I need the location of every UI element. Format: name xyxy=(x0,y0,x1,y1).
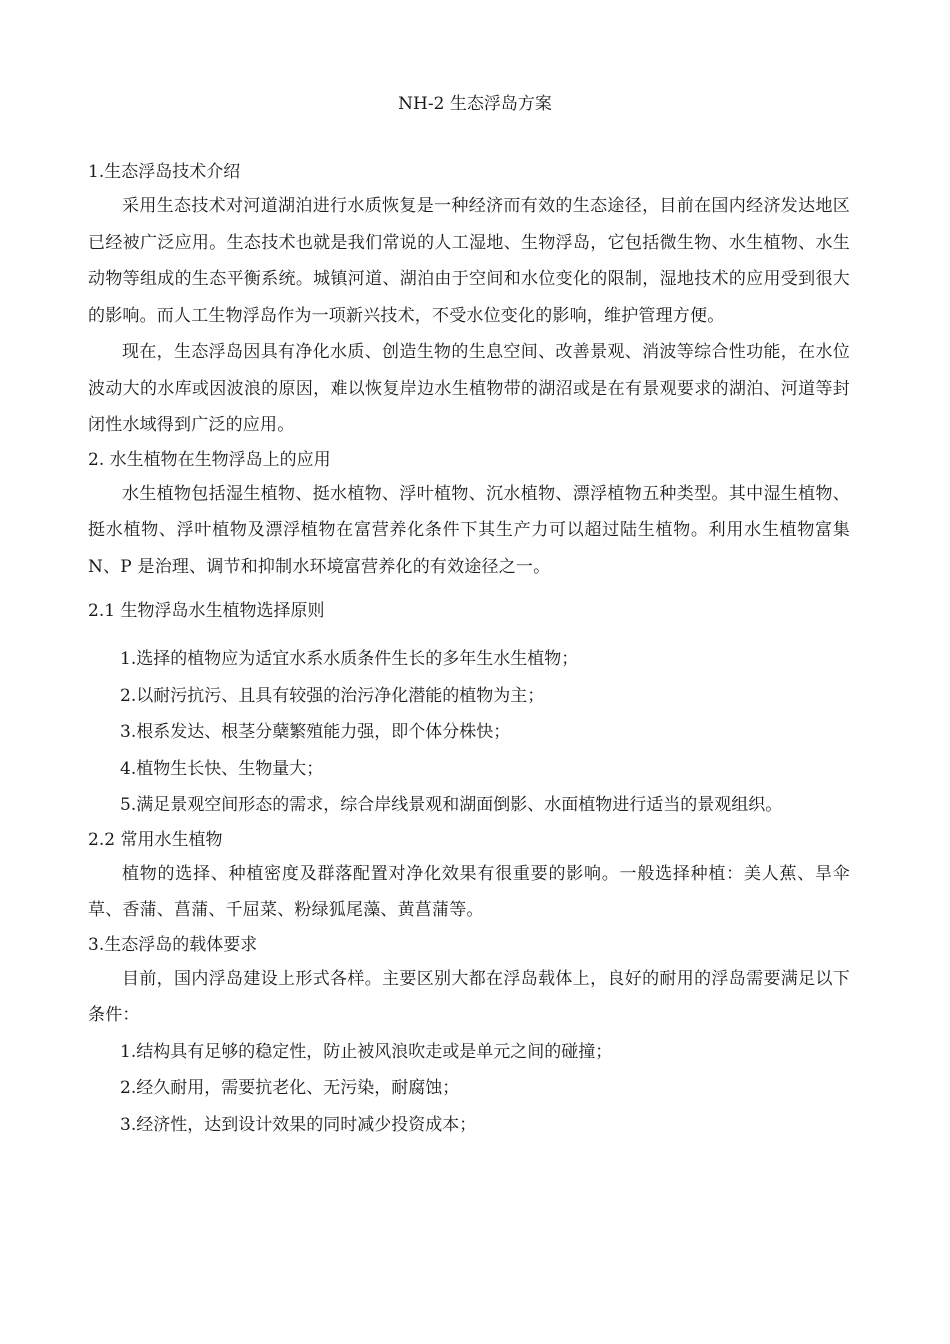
section-2-1-heading: 2.1 生物浮岛水生植物选择原则 xyxy=(88,601,325,621)
section-1-paragraph-2: 现在，生态浮岛因具有净化水质、创造生物的生息空间、改善景观、消波等综合性功能，在水位波动大的水库或因波浪的原因，难以恢复岸边水生植物带的湖沼或是在有景观要求的湖泊、河道等封闭性水域得到广泛的应用。 xyxy=(88,342,850,435)
section-2-heading: 2. 水生植物在生物浮岛上的应用 xyxy=(88,449,331,470)
spacer xyxy=(88,585,850,595)
principle-item-5: 5.满足景观空间形态的需求，综合岸线景观和湖面倒影、水面植物进行适当的景观组织。 xyxy=(120,795,783,815)
section-3-heading: 3.生态浮岛的载体要求 xyxy=(88,934,258,955)
section-2-paragraph-1: 水生植物包括湿生植物、挺水植物、浮叶植物、沉水植物、漂浮植物五种类型。其中湿生植物、挺水植物、浮叶植物及漂浮植物在富营养化条件下其生产力可以超过陆生植物。利用水生植物富集 N、P 是治理、调节和抑制水环境富营养化的有效途径之一。 xyxy=(88,483,850,577)
carrier-item-2: 2.经久耐用，需要抗老化、无污染，耐腐蚀； xyxy=(120,1078,460,1098)
principle-item-4: 4.植物生长快、生物量大； xyxy=(120,758,324,779)
section-1-heading: 1.生态浮岛技术介绍 xyxy=(88,162,241,182)
document-body xyxy=(88,156,850,1143)
principle-item-3: 3.根系发达、根茎分蘖繁殖能力强，即个体分株快； xyxy=(120,722,511,742)
spacer xyxy=(88,627,850,641)
carrier-item-1: 1.结构具有足够的稳定性，防止被风浪吹走或是单元之间的碰撞； xyxy=(120,1041,613,1062)
principle-item-2: 2.以耐污抗污、且具有较强的治污净化潜能的植物为主； xyxy=(120,685,545,706)
carrier-item-3: 3.经济性，达到设计效果的同时减少投资成本； xyxy=(120,1114,477,1135)
principle-item-1: 1.选择的植物应为适宜水系水质条件生长的多年生水生植物； xyxy=(120,649,579,669)
document-title: NH-2 生态浮岛方案 xyxy=(398,94,552,114)
section-2-2-paragraph-1: 植物的选择、种植密度及群落配置对净化效果有很重要的影响。一般选择种植：美人蕉、旱伞草、香蒲、菖蒲、千屈菜、粉绿狐尾藻、黄菖蒲等。 xyxy=(88,863,850,920)
section-1-paragraph-1: 采用生态技术对河道湖泊进行水质恢复是一种经济而有效的生态途径，目前在国内经济发达地区已经被广泛应用。生态技术也就是我们常说的人工湿地、生物浮岛，它包括微生物、水生植物、水生动物等组成的生态平衡系统。城镇河道、湖泊由于空间和水位变化的限制，湿地技术的应用受到很大的影响。而人工生物浮岛作为一项新兴技术，不受水位变化的影响，维护管理方便。 xyxy=(88,196,850,326)
section-2-2-heading: 2.2 常用水生植物 xyxy=(88,829,223,850)
section-3-paragraph-1: 目前，国内浮岛建设上形式各样。主要区别大都在浮岛载体上，良好的耐用的浮岛需要满足以下条件： xyxy=(88,968,850,1025)
